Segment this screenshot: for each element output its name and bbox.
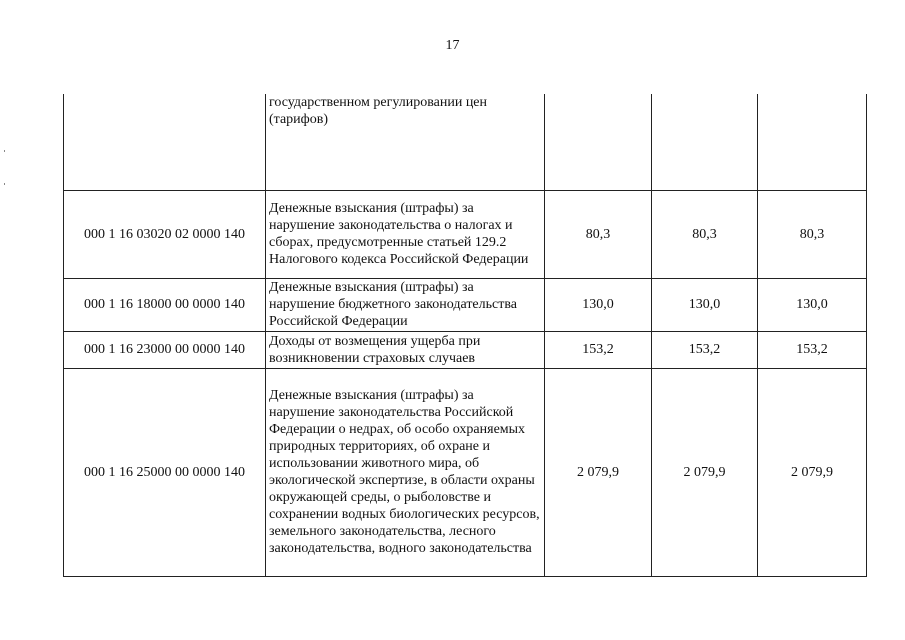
value-cell-3: 2 079,9 — [758, 368, 867, 576]
page-number: 17 — [445, 38, 460, 53]
value-cell-3: 80,3 — [758, 190, 867, 278]
value-cell-1 — [545, 94, 652, 190]
value-cell-1: 130,0 — [545, 278, 652, 331]
description-cell: Денежные взыскания (штрафы) за нарушение законодательства о налогах и сборах, предусмотренные статьей 129.2 Налогового кодекса Российской Федерации — [266, 190, 545, 278]
budget-code-cell: 000 1 16 03020 02 0000 140 — [64, 190, 266, 278]
value-cell-2 — [652, 94, 758, 190]
table-row — [64, 368, 867, 576]
table-row — [64, 331, 867, 368]
value-cell-1: 80,3 — [545, 190, 652, 278]
budget-code-cell: 000 1 16 18000 00 0000 140 — [64, 278, 266, 331]
scan-edge-mark — [4, 150, 5, 152]
description-cell: Денежные взыскания (штрафы) за нарушение бюджетного законодательства Российской Федерации — [266, 278, 545, 331]
value-cell-3: 153,2 — [758, 331, 867, 368]
description-cell: Денежные взыскания (штрафы) за нарушение законодательства Российской Федерации о недрах, об особо охраняемых природных территориях, об охране и использовании животного мира, об экологической экспертизе, в области охраны окружающей среды, о рыболовстве и сохранении водных биологических ресурсов, земельного законодательства, лесного законодательства, водного законодательства — [266, 368, 545, 576]
budget-code-cell: 000 1 16 25000 00 0000 140 — [64, 368, 266, 576]
table-row — [64, 278, 867, 331]
budget-code-cell: 000 1 16 23000 00 0000 140 — [64, 331, 266, 368]
value-cell-3: 130,0 — [758, 278, 867, 331]
table-row — [64, 94, 867, 190]
description-cell: государственном регулировании цен (тарифов) — [266, 94, 545, 190]
scan-edge-mark — [4, 183, 5, 185]
value-cell-2: 2 079,9 — [652, 368, 758, 576]
value-cell-2: 130,0 — [652, 278, 758, 331]
budget-code-cell — [64, 94, 266, 190]
value-cell-3 — [758, 94, 867, 190]
value-cell-2: 153,2 — [652, 331, 758, 368]
value-cell-2: 80,3 — [652, 190, 758, 278]
table-row — [64, 190, 867, 278]
description-cell: Доходы от возмещения ущерба при возникновении страховых случаев — [266, 331, 545, 368]
value-cell-1: 153,2 — [545, 331, 652, 368]
value-cell-1: 2 079,9 — [545, 368, 652, 576]
budget-table — [63, 94, 867, 577]
